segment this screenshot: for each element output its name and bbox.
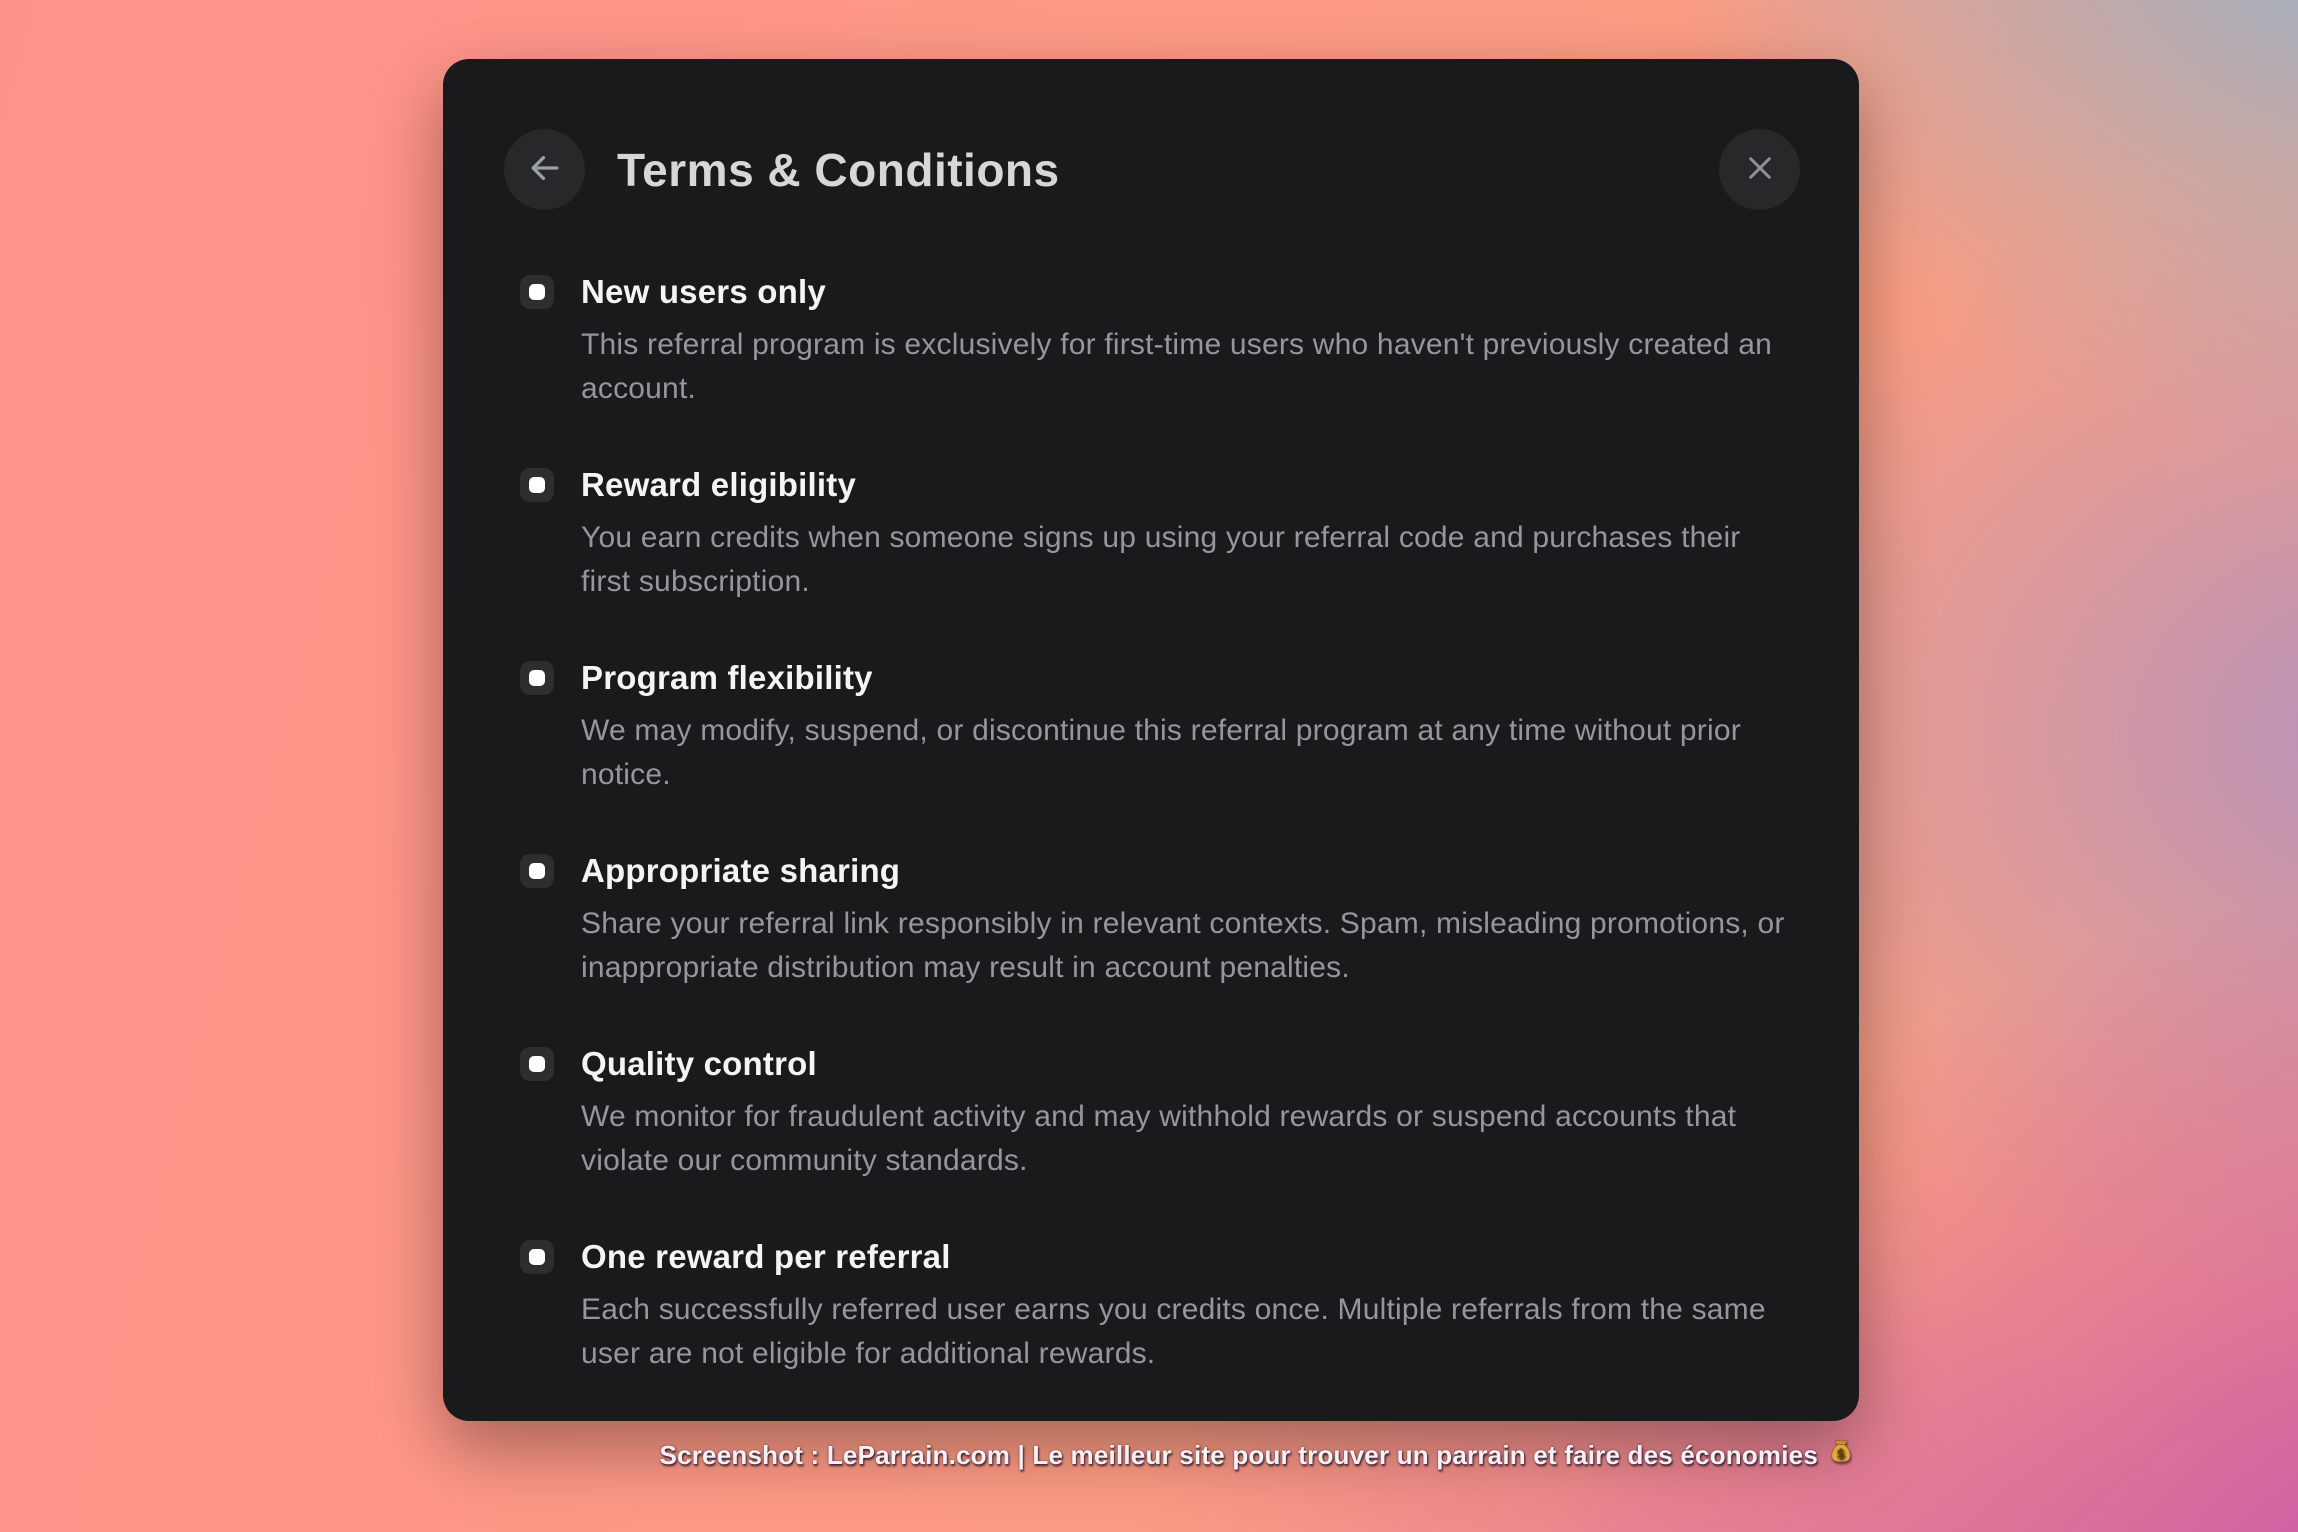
page-title: Terms & Conditions: [617, 143, 1060, 196]
back-button[interactable]: [504, 129, 585, 210]
square-bullet-icon: [520, 854, 554, 888]
term-description: We may modify, suspend, or discontinue this referral program at any time without prior notice.: [581, 714, 1741, 791]
close-button[interactable]: [1719, 129, 1800, 210]
square-bullet-icon: [520, 468, 554, 502]
term-item: [520, 463, 1800, 604]
term-item: [520, 270, 1800, 411]
term-item: [520, 1042, 1800, 1183]
term-description: Share your referral link responsibly in relevant contexts. Spam, misleading promotions, or inappropriate distribution may result in account penalties.: [581, 907, 1785, 984]
term-title: One reward per referral: [581, 1238, 951, 1275]
close-icon: [1743, 151, 1777, 188]
square-bullet-icon: [520, 1047, 554, 1081]
watermark-caption: [443, 1438, 1855, 1473]
term-item: [520, 656, 1800, 797]
term-description: Each successfully referred user earns you credits once. Multiple referrals from the same user are not eligible for additional rewards.: [581, 1293, 1766, 1370]
term-item: [520, 1235, 1800, 1376]
money-bag-icon: [1827, 1438, 1855, 1473]
term-item: [520, 849, 1800, 990]
terms-modal: [443, 59, 1859, 1421]
modal-header: [504, 129, 1800, 210]
term-title: Appropriate sharing: [581, 852, 901, 889]
svg-text:$: $: [1836, 1446, 1846, 1461]
term-description: This referral program is exclusively for first-time users who haven't previously created an account.: [581, 328, 1773, 405]
term-description: You earn credits when someone signs up using your referral code and purchases their first subscription.: [581, 521, 1741, 598]
left-arrow-icon: [526, 149, 564, 190]
term-title: Program flexibility: [581, 659, 873, 696]
term-title: Reward eligibility: [581, 466, 856, 503]
square-bullet-icon: [520, 1240, 554, 1274]
terms-list: [520, 270, 1800, 1376]
term-title: Quality control: [581, 1045, 817, 1082]
square-bullet-icon: [520, 661, 554, 695]
term-title: New users only: [581, 273, 826, 310]
term-description: We monitor for fraudulent activity and may withhold rewards or suspend accounts that violate our community standards.: [581, 1100, 1737, 1177]
square-bullet-icon: [520, 275, 554, 309]
watermark-text: Screenshot : LeParrain.com | Le meilleur site pour trouver un parrain et faire des économies: [659, 1440, 1818, 1470]
